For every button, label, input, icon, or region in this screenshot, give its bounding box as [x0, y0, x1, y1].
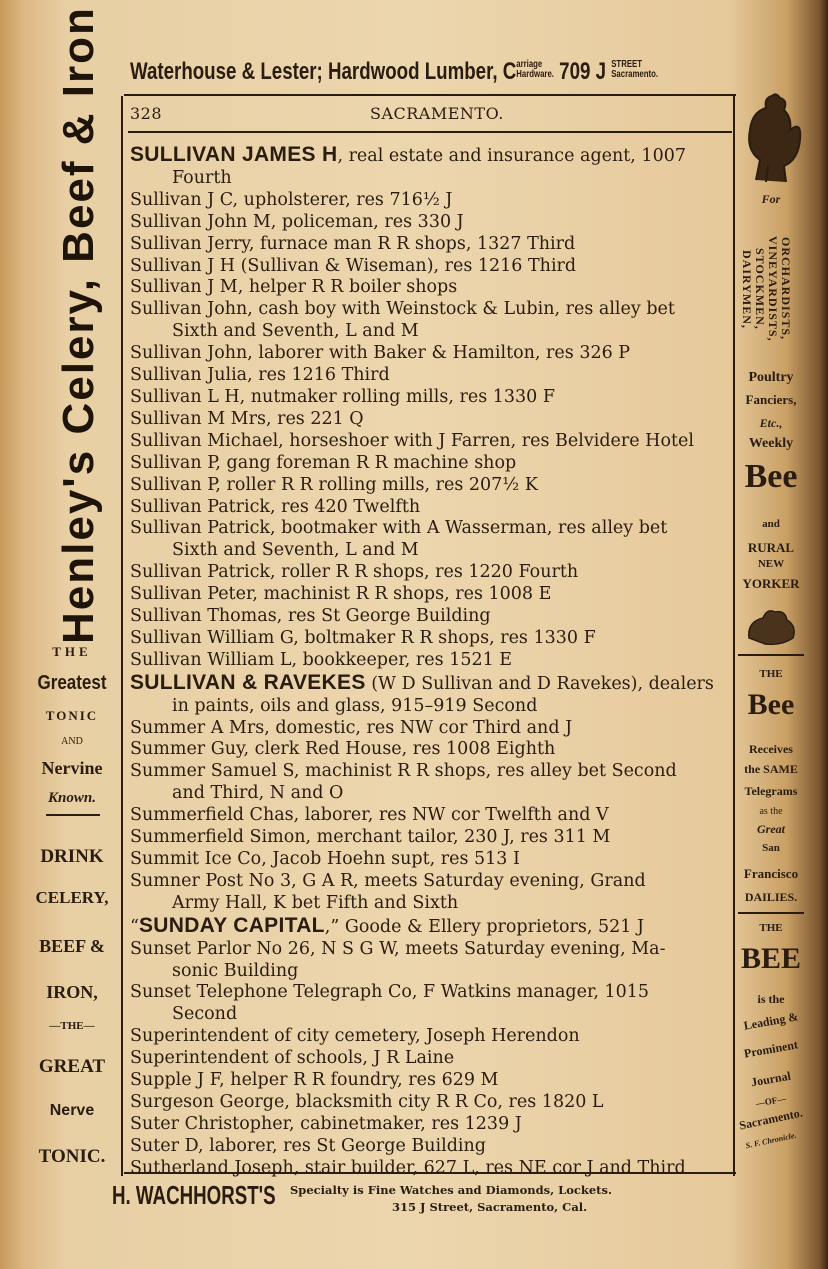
entry-text: Sullivan Patrick, bootmaker with A Wasserman, res alley bet: [130, 518, 668, 539]
entry-text: Suter Christopher, cabinetmaker, res 1239 J: [130, 1113, 522, 1134]
entry-text: Summer Guy, clerk Red House, res 1008 Eighth: [130, 739, 556, 760]
page-number: 328: [130, 104, 163, 123]
directory-entry: [130, 1026, 730, 1048]
top-ad-street: STREET Sacramento.: [611, 59, 659, 80]
right-ad-the: THE: [759, 668, 783, 680]
left-ad-and: AND: [61, 736, 83, 747]
entry-text: Sullivan William L, bookkeeper, res 1521 E: [130, 649, 513, 670]
directory-entry: [130, 739, 730, 761]
entry-continuation: sonic Building: [172, 960, 299, 981]
entry-text: Sullivan Patrick, res 420 Twelfth: [130, 496, 421, 517]
directory-entry: [130, 1092, 730, 1114]
directory-entry: [130, 805, 730, 827]
entry-bold-name: SULLIVAN JAMES H: [130, 143, 338, 166]
right-ad-bee-2: Bee: [747, 688, 795, 721]
directory-entry: [130, 650, 730, 672]
entry-continuation: Sixth and Seventh, L and M: [172, 540, 419, 561]
directory-entry: [130, 365, 730, 387]
right-ad-divider-2: [738, 912, 804, 914]
bottom-ad-name: H. WACHHORST'S: [112, 1180, 276, 1210]
directory-entry: [130, 409, 730, 431]
entry-text: Summerfield Chas, laborer, res NW cor Twelfth and V: [130, 805, 609, 826]
entry-text: Sullivan Patrick, roller R R shops, res 1220 Fourth: [130, 562, 579, 583]
entry-bold-name: SULLIVAN & RAVEKES: [130, 670, 366, 694]
directory-entry: [130, 1136, 730, 1158]
left-ad-beef: BEEF &: [39, 936, 105, 956]
header-rule: [128, 131, 732, 133]
right-ad-etc: Etc.,: [759, 416, 783, 430]
left-advertisement: [22, 6, 122, 1184]
directory-entry: [130, 1070, 730, 1092]
entry-continuation: and Third, N and O: [172, 783, 344, 804]
right-ad-yorker: YORKER: [742, 576, 800, 591]
directory-entry: [130, 212, 730, 234]
directory-entry: [130, 453, 730, 475]
right-ad-divider-1: [738, 654, 804, 656]
right-ad-the-3: THE: [759, 922, 783, 934]
entry-text: Sullivan Jerry, furnace man R R shops, 1327 Third: [130, 233, 576, 254]
right-ad-great: Great: [757, 822, 785, 836]
right-ad-weekly: Weekly: [748, 436, 794, 451]
left-ad-tonic-2: TONIC.: [38, 1146, 106, 1167]
left-ad-the-2: —THE—: [49, 1020, 95, 1032]
top-ad-address: 709 J: [559, 58, 607, 85]
left-ad-drink: DRINK: [40, 846, 104, 867]
entry-text: Summerfield Simon, merchant tailor, 230 J, res 311 M: [130, 827, 611, 848]
directory-entry: [130, 343, 730, 365]
entry-text: Sullivan P, gang foreman R R machine shop: [130, 452, 517, 473]
directory-entry: [130, 849, 730, 871]
bottom-advertisement: [112, 1180, 742, 1220]
entry-text: Sunset Parlor No 26, N S G W, meets Saturday evening, Ma-: [130, 938, 666, 959]
left-ad-celery: CELERY,: [35, 888, 109, 907]
right-ad-receives: Receives: [749, 742, 793, 756]
entry-continuation: Sixth and Seventh, L and M: [172, 321, 419, 342]
right-ad-new: NEW: [757, 558, 785, 570]
entry-text: Sullivan William G, boltmaker R R shops, res 1330 F: [130, 627, 596, 648]
right-ad-vertical: ORCHARDISTS, VINEYARDISTS, STOCKMEN, DAIRYMEN,: [740, 236, 793, 342]
entry-text: Surgeson George, blacksmith city R R Co, res 1820 L: [130, 1091, 604, 1112]
directory-entry: [130, 827, 730, 849]
directory-entry: [130, 1158, 730, 1180]
directory-entry: [130, 256, 730, 278]
right-ad-as-the: as the: [759, 806, 783, 817]
directory-entry: [130, 718, 730, 740]
entry-text: Sutherland Joseph, stair builder, 627 L, res NE cor J and Third: [130, 1157, 686, 1178]
entry-text: , real estate and insurance agent, 1007: [337, 146, 686, 166]
right-ad-poultry: Poultry: [748, 370, 794, 385]
directory-entry: [130, 871, 730, 915]
directory-entry: [130, 672, 730, 718]
directory-entry: [130, 761, 730, 805]
entry-text: Suter D, laborer, res St George Building: [130, 1135, 486, 1156]
directory-entry: [130, 584, 730, 606]
right-ad-and: and: [762, 518, 780, 530]
directory-entry: [130, 277, 730, 299]
directory-entry: [130, 628, 730, 650]
right-ad-for: For: [761, 192, 781, 206]
entry-text: Sunset Telephone Telegraph Co, F Watkins manager, 1015: [130, 982, 650, 1003]
right-ad-fanciers: Fanciers,: [745, 392, 797, 407]
entry-text: Summer A Mrs, domestic, res NW cor Third and J: [130, 717, 573, 738]
entry-text: Sullivan John, laborer with Baker & Hamilton, res 326 P: [130, 343, 631, 364]
right-advertisement: [736, 90, 806, 1190]
directory-entry: [130, 915, 730, 939]
entry-text: Superintendent of schools, J R Laine: [130, 1048, 455, 1069]
directory-entry: [130, 518, 730, 562]
entry-bold-name: SUNDAY CAPITAL: [138, 913, 325, 937]
directory-entry: [130, 982, 730, 1026]
entry-text: Sullivan Michael, horseshoer with J Farren, res Belvidere Hotel: [130, 430, 694, 451]
right-ad-bee-3: BEE: [740, 942, 802, 975]
top-rule: [124, 94, 736, 96]
rooster-illustration: [736, 90, 806, 190]
left-ad-vertical-title: Henley's Celery, Beef & Iron: [54, 6, 103, 644]
top-ad-carriage: arriage Hardware.: [516, 59, 554, 80]
left-ad-the: THE: [52, 644, 92, 659]
bottom-ad-line-2: 315 J Street, Sacramento, Cal.: [392, 1200, 588, 1214]
right-ad-chronicle: S. F. Chronicle.: [744, 1130, 798, 1151]
entry-text: Supple J F, helper R R foundry, res 629 M: [130, 1070, 499, 1091]
entry-text: ,” Goode & Ellery proprietors, 521 J: [324, 916, 644, 937]
entry-text: Sullivan J H (Sullivan & Wiseman), res 1216 Third: [130, 255, 577, 276]
entry-text: Sullivan J M, helper R R boiler shops: [130, 277, 458, 298]
entry-text: Sullivan Thomas, res St George Building: [130, 606, 491, 627]
directory-entry: [130, 939, 730, 983]
entry-quote: “: [130, 916, 139, 937]
page-city: SACRAMENTO.: [370, 104, 504, 123]
right-ad-is-the: is the: [757, 992, 785, 1006]
directory-entry: [130, 431, 730, 453]
directory-entry: [130, 475, 730, 497]
entry-continuation: Fourth: [172, 167, 232, 188]
directory-entry: [130, 562, 730, 584]
left-ad-great: GREAT: [38, 1056, 106, 1077]
right-ad-journal: Journal: [749, 1068, 792, 1090]
entry-text: Sullivan John M, policeman, res 330 J: [130, 211, 464, 232]
directory-entry: [130, 497, 730, 519]
directory-entry: [130, 299, 730, 343]
entry-text: Sullivan M Mrs, res 221 Q: [130, 408, 364, 429]
entry-text: Sullivan Julia, res 1216 Third: [130, 365, 390, 386]
right-ad-san: San: [762, 842, 780, 854]
entry-text: Superintendent of city cemetery, Joseph Herendon: [130, 1026, 580, 1047]
entry-continuation: in paints, oils and glass, 915–919 Second: [172, 695, 538, 716]
left-ad-known: Known.: [48, 790, 96, 806]
entry-text: Sullivan L H, nutmaker rolling mills, res 1330 F: [130, 386, 555, 407]
entry-text: Summit Ice Co, Jacob Hoehn supt, res 513 I: [130, 849, 520, 869]
entry-text: Sullivan John, cash boy with Weinstock & Lubin, res alley bet: [130, 299, 675, 320]
entry-continuation: Army Hall, K bet Fifth and Sixth: [172, 892, 459, 913]
right-ad-dailies: DAILIES.: [744, 890, 798, 904]
right-ad-of: —OF—: [755, 1093, 787, 1109]
right-ad-prominent: Prominent: [742, 1037, 799, 1061]
left-ad-iron: IRON,: [46, 982, 98, 1002]
right-ad-sacramento: Sacramento.: [737, 1105, 804, 1133]
left-ad-nervine: Nervine: [41, 758, 103, 778]
right-ad-leading: Leading &: [742, 1009, 800, 1033]
right-ad-the-same: the SAME: [744, 762, 798, 776]
directory-entry: [130, 234, 730, 256]
right-column-divider: [733, 96, 735, 1176]
left-ad-greatest: Greatest: [37, 672, 107, 694]
right-ad-telegrams: Telegrams: [744, 784, 798, 798]
directory-entry: [130, 1114, 730, 1136]
entry-text: Summer Samuel S, machinist R R shops, res alley bet Second: [130, 761, 677, 782]
top-advertisement: [130, 58, 659, 92]
entry-text: (W D Sullivan and D Ravekes), dealers: [365, 673, 714, 694]
left-ad-tonic: TONIC: [45, 708, 99, 723]
right-ad-rural: RURAL: [747, 540, 795, 555]
left-ad-nerve: Nerve: [49, 1102, 95, 1119]
entry-text: Sumner Post No 3, G A R, meets Saturday evening, Grand: [130, 870, 646, 891]
directory-entry: [130, 606, 730, 628]
directory-entry: [130, 387, 730, 409]
top-ad-main: Waterhouse & Lester; Hardwood Lumber, C: [130, 58, 517, 85]
entry-continuation: Second: [172, 1004, 238, 1025]
directory-listing: [130, 144, 730, 1180]
entry-text: Sullivan J C, upholsterer, res 716½ J: [130, 189, 453, 210]
directory-entry: [130, 144, 730, 190]
left-ad-divider: [46, 814, 100, 816]
bird-illustration: [741, 602, 801, 652]
right-ad-bee-1: Bee: [744, 458, 798, 495]
directory-entry: [130, 190, 730, 212]
bottom-ad-line-1: Specialty is Fine Watches and Diamonds, Lockets.: [290, 1183, 612, 1197]
directory-entry: [130, 1048, 730, 1070]
right-ad-francisco: Francisco: [743, 866, 799, 881]
entry-text: Sullivan P, roller R R rolling mills, res 207½ K: [130, 474, 538, 495]
entry-text: Sullivan Peter, machinist R R shops, res 1008 E: [130, 584, 552, 605]
